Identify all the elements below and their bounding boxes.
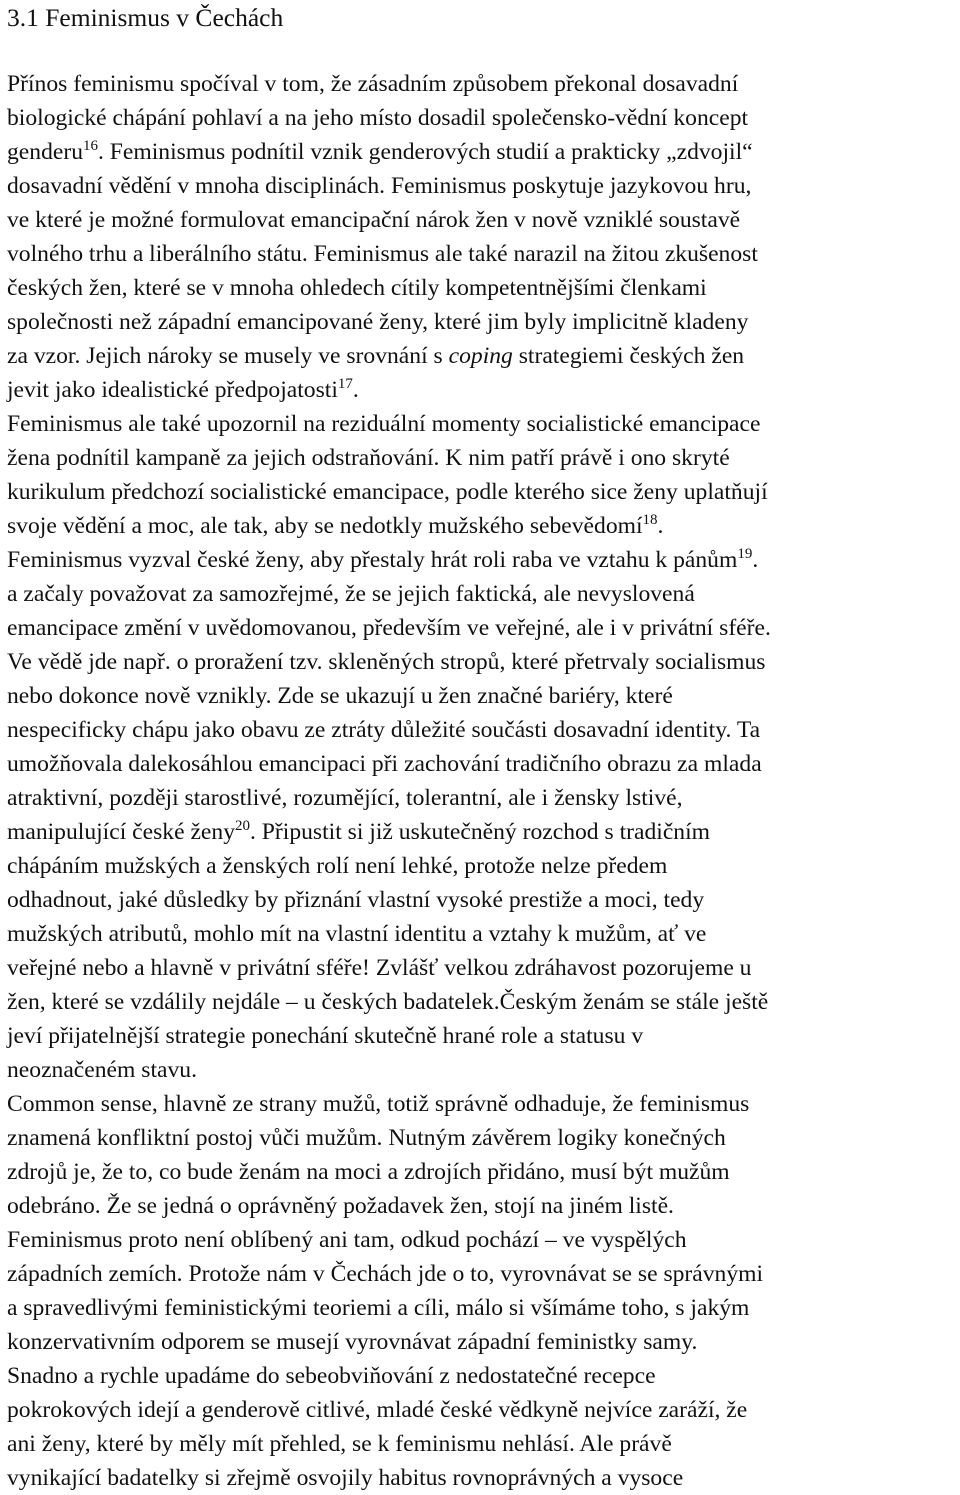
body-text <box>7 67 959 1495</box>
text-line: a začaly považovat za samozřejmé, že se jejich faktická, ale nevyslovená <box>7 581 695 607</box>
text-line: Ve vědě jde např. o proražení tzv. skleněných stropů, které přetrvaly socialismus <box>7 649 766 675</box>
footnote-marker[interactable]: 18 <box>642 512 658 528</box>
text-line: společnosti než západní emancipované ženy, které jim byly implicitně kladeny <box>7 309 749 335</box>
text-segment: . <box>752 547 759 573</box>
text-line: Common sense, hlavně ze strany mužů, totiž správně odhaduje, že feminismus <box>7 1091 750 1117</box>
text-line: umožňovala dalekosáhlou emancipaci při zachování tradičního obrazu za mlada <box>7 751 762 777</box>
text-line: biologické chápání pohlaví a na jeho místo dosadil společensko-vědní koncept <box>7 105 749 131</box>
text-line: západních zemích. Protože nám v Čechách jde o to, vyrovnávat se se správnými <box>7 1261 764 1287</box>
text-line <box>7 373 959 407</box>
text-line: neoznačeném stavu. <box>7 1057 197 1083</box>
text-line: konzervativním odporem se musejí vyrovnávat západní feministky samy. <box>7 1329 698 1355</box>
text-line: a spravedlivými feministickými teoriemi a cíli, málo si všímáme toho, s jakým <box>7 1295 750 1321</box>
text-line: jeví přijatelnější strategie ponechání skutečně hrané role a statusu v <box>7 1023 644 1049</box>
text-line: žena podnítil kampaně za jejich odstraňování. K nim patří právě i ono skryté <box>7 445 730 471</box>
text-line: dosavadní vědění v mnoha disciplinách. Feminismus poskytuje jazykovou hru, <box>7 173 752 199</box>
text-segment: . <box>657 513 664 539</box>
text-line: ve které je možné formulovat emancipační nárok žen v nově vzniklé soustavě <box>7 207 741 233</box>
text-line: kurikulum předchozí socialistické emancipace, podle kterého sice ženy uplatňují <box>7 479 768 505</box>
text-line: českých žen, které se v mnoha ohledech cítily kompetentnějšími členkami <box>7 275 707 301</box>
text-segment: . Feminismus podnítil vznik genderových studií a prakticky „zdvojil“ <box>98 139 753 165</box>
footnote-marker[interactable]: 17 <box>337 376 353 392</box>
text-line: ani ženy, které by měly mít přehled, se k feminismu nehlásí. Ale právě <box>7 1431 672 1457</box>
text-line <box>7 339 959 373</box>
text-line: chápáním mužských a ženských rolí není lehké, protože nelze předem <box>7 853 668 879</box>
text-line: odebráno. Že se jedná o oprávněný požadavek žen, stojí na jiném listě. <box>7 1193 674 1219</box>
footnote-marker[interactable]: 20 <box>235 818 250 834</box>
text-segment: Feminismus vyzval české ženy, aby přestaly hrát roli raba ve vztahu k pánům <box>7 547 738 573</box>
text-segment: svoje vědění a moc, ale tak, aby se nedotkly mužského sebevědomí <box>7 513 643 539</box>
text-segment: . Připustit si již uskutečněný rozchod s tradičním <box>250 819 710 845</box>
text-line: veřejné nebo a hlavně v privátní sféře! Zvlášť velkou zdráhavost pozorujeme u <box>7 955 752 981</box>
text-line <box>7 815 959 849</box>
text-line: volného trhu a liberálního státu. Feminismus ale také narazil na žitou zkušenost <box>7 241 758 267</box>
text-segment: manipulující české ženy <box>7 819 235 845</box>
text-line: znamená konfliktní postoj vůči mužům. Nutným závěrem logiky konečných <box>7 1125 726 1151</box>
text-line: Feminismus proto není oblíbený ani tam, odkud pochází – ve vyspělých <box>7 1227 687 1253</box>
heading-gap <box>7 35 959 67</box>
footnote-marker[interactable]: 16 <box>83 138 98 154</box>
text-line <box>7 509 959 543</box>
text-segment: za vzor. Jejich nároky se musely ve srovnání s <box>7 343 449 369</box>
text-segment: jevit jako idealistické předpojatosti <box>7 377 338 403</box>
text-line: nebo dokonce nově vznikly. Zde se ukazují u žen značné bariéry, které <box>7 683 673 709</box>
text-line: Snadno a rychle upadáme do sebeobviňování z nedostatečné recepce <box>7 1363 656 1389</box>
text-segment: genderu <box>7 139 83 165</box>
text-line <box>7 543 959 577</box>
text-line: žen, které se vzdálily nejdále – u českých badatelek.Českým ženám se stále ještě <box>7 989 769 1015</box>
text-line: Feminismus ale také upozornil na reziduální momenty socialistické emancipace <box>7 411 761 437</box>
section-heading: 3.1 Feminismus v Čechách <box>7 3 284 32</box>
text-line: odhadnout, jaké důsledky by přiznání vlastní vysoké prestiže a moci, tedy <box>7 887 705 913</box>
text-line: atraktivní, později starostlivé, rozumějící, tolerantní, ale i žensky lstivé, <box>7 785 683 811</box>
text-line <box>7 135 959 169</box>
text-segment: strategiemi českých žen <box>512 343 745 369</box>
text-line: emancipace změní v uvědomovanou, především ve veřejné, ale i v privátní sféře. <box>7 615 771 641</box>
text-line: vynikající badatelky si zřejmě osvojily habitus rovnoprávných a vysoce <box>7 1465 684 1491</box>
text-line: Přínos feminismu spočíval v tom, že zásadním způsobem překonal dosavadní <box>7 71 739 97</box>
text-line: pokrokových idejí a genderově citlivé, mladé české vědkyně nejvíce zaráží, že <box>7 1397 748 1423</box>
footnote-marker[interactable]: 19 <box>737 546 753 562</box>
text-line: mužských atributů, mohlo mít na vlastní identitu a vztahy k mužům, ať ve <box>7 921 707 947</box>
document-page <box>7 0 959 1495</box>
text-segment: . <box>352 377 359 403</box>
text-line: nespecificky chápu jako obavu ze ztráty důležité součásti dosavadní identity. Ta <box>7 717 761 743</box>
text-line: zdrojů je, že to, co bude ženám na moci a zdrojích přidáno, musí být mužům <box>7 1159 730 1185</box>
italic-term: coping <box>448 343 513 369</box>
